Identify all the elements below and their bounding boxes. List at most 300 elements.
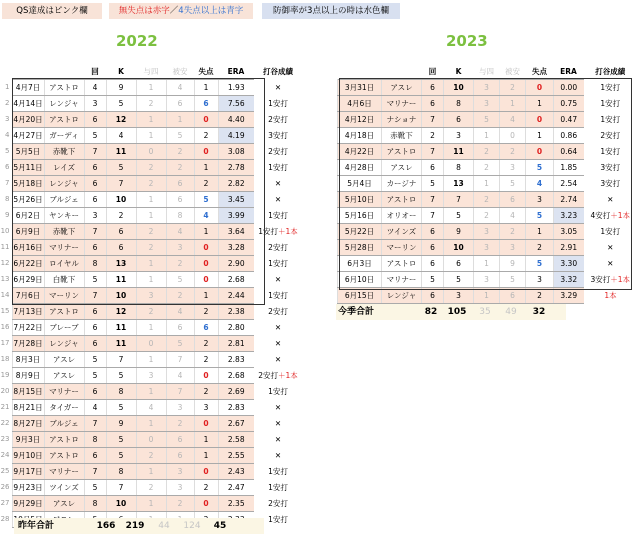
hits-allowed: 1 bbox=[500, 96, 526, 112]
innings-pitched: 5 bbox=[84, 352, 106, 368]
batting-result bbox=[254, 384, 302, 400]
opponent: アストロ bbox=[382, 192, 422, 208]
hits-allowed: 3 bbox=[166, 464, 194, 480]
hits-allowed: 2 bbox=[166, 144, 194, 160]
opponent: アストロ bbox=[44, 448, 84, 464]
hits-allowed: 6 bbox=[166, 432, 194, 448]
era-value: 2.44 bbox=[218, 288, 254, 304]
runs-allowed: 0 bbox=[194, 240, 218, 256]
table-row bbox=[0, 192, 320, 208]
strikeouts: 13 bbox=[444, 176, 474, 192]
batting-hits: 2安打 bbox=[258, 371, 278, 380]
table-row bbox=[0, 432, 320, 448]
row-number: 27 bbox=[0, 499, 10, 507]
spacer-cell bbox=[302, 416, 320, 432]
table-row bbox=[338, 128, 638, 144]
spacer-cell bbox=[302, 240, 320, 256]
game-date: 6月2日 bbox=[12, 208, 44, 224]
game-date: 6月29日 bbox=[12, 272, 44, 288]
runs-allowed: 5 bbox=[526, 256, 554, 272]
hits-allowed: 4 bbox=[166, 304, 194, 320]
hits-allowed: 7 bbox=[166, 384, 194, 400]
table-row bbox=[0, 304, 320, 320]
innings-pitched: 7 bbox=[422, 192, 444, 208]
game-date: 9月3日 bbox=[12, 432, 44, 448]
runs-allowed: 2 bbox=[526, 240, 554, 256]
opponent: ツインズ bbox=[382, 224, 422, 240]
table-row bbox=[0, 416, 320, 432]
innings-pitched: 7 bbox=[422, 112, 444, 128]
hits-allowed: 1 bbox=[166, 112, 194, 128]
row-number: 13 bbox=[0, 275, 10, 283]
home-run-count: ＋1本 bbox=[278, 227, 298, 236]
hits-allowed: 3 bbox=[166, 480, 194, 496]
legend-era: 防御率が3点以上の時は水色欄 bbox=[262, 3, 400, 19]
game-date: 7月28日 bbox=[12, 336, 44, 352]
walks: 2 bbox=[136, 448, 166, 464]
legend-runs-blue: 4失点以上は青字 bbox=[178, 6, 244, 16]
game-date: 5月22日 bbox=[338, 224, 382, 240]
walks: 2 bbox=[136, 304, 166, 320]
walks: 1 bbox=[136, 80, 166, 96]
game-date: 4月18日 bbox=[338, 128, 382, 144]
era-value: 2.82 bbox=[218, 176, 254, 192]
header-era: ERA bbox=[560, 67, 577, 76]
strikeouts: 6 bbox=[444, 256, 474, 272]
runs-allowed: 3 bbox=[526, 272, 554, 288]
era-value: 0.00 bbox=[554, 80, 584, 96]
game-date: 5月28日 bbox=[338, 240, 382, 256]
opponent: マリナー bbox=[44, 240, 84, 256]
walks: 3 bbox=[474, 80, 500, 96]
runs-allowed: 1 bbox=[526, 224, 554, 240]
walks: 2 bbox=[136, 480, 166, 496]
table-row bbox=[338, 192, 638, 208]
opponent: アスレ bbox=[382, 80, 422, 96]
opponent: 赤靴下 bbox=[382, 128, 422, 144]
innings-pitched: 5 bbox=[84, 480, 106, 496]
game-date: 6月3日 bbox=[338, 256, 382, 272]
row-number: 7 bbox=[5, 179, 10, 187]
walks: 0 bbox=[136, 144, 166, 160]
innings-pitched: 6 bbox=[84, 320, 106, 336]
hits-allowed: 5 bbox=[166, 336, 194, 352]
runs-allowed: 1 bbox=[194, 80, 218, 96]
game-date: 5月4日 bbox=[338, 176, 382, 192]
batting-hits: ✕ bbox=[274, 83, 282, 92]
strikeouts: 12 bbox=[106, 304, 136, 320]
batting-hits: 2安打 bbox=[268, 147, 288, 156]
innings-pitched: 5 bbox=[422, 272, 444, 288]
innings-pitched: 3 bbox=[84, 208, 106, 224]
era-value: 2.54 bbox=[554, 176, 584, 192]
table-row bbox=[0, 320, 320, 336]
era-value: 3.64 bbox=[218, 224, 254, 240]
spacer-cell bbox=[302, 464, 320, 480]
spacer-cell bbox=[302, 128, 320, 144]
header-bb: 与四 bbox=[479, 67, 494, 76]
runs-allowed: 2 bbox=[194, 352, 218, 368]
batting-result bbox=[254, 160, 302, 176]
walks: 1 bbox=[136, 464, 166, 480]
table-row bbox=[0, 160, 320, 176]
table-row bbox=[338, 256, 638, 272]
hits-allowed: 5 bbox=[166, 128, 194, 144]
total-label: 昨年合計 bbox=[18, 521, 55, 531]
opponent: レイズ bbox=[44, 160, 84, 176]
table-row bbox=[0, 256, 320, 272]
hits-allowed: 4 bbox=[500, 208, 526, 224]
spacer-cell bbox=[302, 288, 320, 304]
header-r: 失点 bbox=[532, 67, 547, 76]
hits-allowed: 9 bbox=[500, 256, 526, 272]
game-date: 4月22日 bbox=[338, 144, 382, 160]
batting-hits: 1安打 bbox=[258, 227, 278, 236]
era-value: 2.38 bbox=[218, 304, 254, 320]
strikeouts: 10 bbox=[444, 80, 474, 96]
innings-pitched: 6 bbox=[422, 224, 444, 240]
batting-hits: 3安打 bbox=[268, 131, 288, 140]
strikeouts: 11 bbox=[106, 272, 136, 288]
batting-result bbox=[584, 80, 638, 96]
strikeouts: 8 bbox=[106, 464, 136, 480]
opponent: アストロ bbox=[44, 80, 84, 96]
hits-allowed: 4 bbox=[500, 112, 526, 128]
row-number: 20 bbox=[0, 387, 10, 395]
strikeouts: 8 bbox=[444, 96, 474, 112]
walks: 2 bbox=[136, 176, 166, 192]
era-value: 3.05 bbox=[554, 224, 584, 240]
game-date: 5月11日 bbox=[12, 160, 44, 176]
runs-allowed: 1 bbox=[526, 128, 554, 144]
row-number: 3 bbox=[5, 115, 10, 123]
walks: 1 bbox=[474, 288, 500, 304]
game-date: 4月27日 bbox=[12, 128, 44, 144]
game-date: 9月23日 bbox=[12, 480, 44, 496]
spacer-cell bbox=[302, 480, 320, 496]
row-number: 25 bbox=[0, 467, 10, 475]
strikeouts: 11 bbox=[106, 336, 136, 352]
opponent: ブルジェ bbox=[44, 192, 84, 208]
opponent: ブルジェ bbox=[44, 416, 84, 432]
innings-pitched: 6 bbox=[84, 448, 106, 464]
runs-allowed: 1 bbox=[526, 96, 554, 112]
table-row bbox=[0, 96, 320, 112]
hits-allowed: 4 bbox=[166, 224, 194, 240]
legend-runs bbox=[109, 3, 253, 19]
innings-pitched: 6 bbox=[422, 96, 444, 112]
runs-allowed: 2 bbox=[194, 336, 218, 352]
batting-hits: 1安打 bbox=[268, 291, 288, 300]
hits-allowed: 6 bbox=[166, 448, 194, 464]
era-value: 4.40 bbox=[218, 112, 254, 128]
opponent: アストロ bbox=[44, 304, 84, 320]
batting-hits: 1安打 bbox=[268, 467, 288, 476]
strikeouts: 7 bbox=[106, 352, 136, 368]
hits-allowed: 2 bbox=[166, 256, 194, 272]
walks: 4 bbox=[136, 400, 166, 416]
game-date: 8月15日 bbox=[12, 384, 44, 400]
total-h: 124 bbox=[183, 521, 201, 531]
table-row bbox=[0, 240, 320, 256]
opponent: 赤靴下 bbox=[44, 224, 84, 240]
row-number: 2 bbox=[5, 99, 10, 107]
innings-pitched: 7 bbox=[422, 144, 444, 160]
batting-hits: 1安打 bbox=[268, 163, 288, 172]
batting-hits: 1安打 bbox=[600, 83, 621, 92]
innings-pitched: 8 bbox=[84, 432, 106, 448]
batting-hits: ✕ bbox=[274, 451, 282, 460]
walks: 1 bbox=[136, 256, 166, 272]
opponent: オリオー bbox=[382, 208, 422, 224]
spacer-cell bbox=[302, 400, 320, 416]
opponent: マリナー bbox=[44, 464, 84, 480]
batting-result bbox=[254, 240, 302, 256]
innings-pitched: 4 bbox=[84, 400, 106, 416]
innings-pitched: 5 bbox=[84, 368, 106, 384]
row-number: 16 bbox=[0, 323, 10, 331]
walks: 1 bbox=[136, 112, 166, 128]
batting-result bbox=[254, 368, 302, 384]
hits-allowed: 3 bbox=[500, 160, 526, 176]
era-value: 3.45 bbox=[218, 192, 254, 208]
batting-result bbox=[584, 288, 638, 304]
strikeouts: 11 bbox=[106, 320, 136, 336]
walks: 3 bbox=[474, 240, 500, 256]
hits-allowed: 7 bbox=[166, 352, 194, 368]
row-number: 24 bbox=[0, 451, 10, 459]
opponent: タイガー bbox=[44, 400, 84, 416]
hits-allowed: 5 bbox=[500, 176, 526, 192]
strikeouts: 10 bbox=[106, 192, 136, 208]
innings-pitched: 5 bbox=[422, 176, 444, 192]
strikeouts: 7 bbox=[444, 192, 474, 208]
strikeouts: 6 bbox=[106, 224, 136, 240]
table-row bbox=[0, 128, 320, 144]
runs-allowed: 3 bbox=[526, 192, 554, 208]
runs-allowed: 1 bbox=[194, 160, 218, 176]
walks: 3 bbox=[136, 368, 166, 384]
walks: 3 bbox=[474, 96, 500, 112]
strikeouts: 9 bbox=[106, 416, 136, 432]
total-r: 32 bbox=[532, 307, 546, 317]
total-bb: 35 bbox=[479, 307, 491, 317]
strikeouts: 10 bbox=[444, 240, 474, 256]
batting-result bbox=[254, 480, 302, 496]
runs-allowed: 2 bbox=[194, 480, 218, 496]
era-value: 2.90 bbox=[218, 256, 254, 272]
walks: 2 bbox=[136, 160, 166, 176]
innings-pitched: 6 bbox=[84, 160, 106, 176]
walks: 2 bbox=[136, 96, 166, 112]
batting-result bbox=[254, 464, 302, 480]
batting-hits: ✕ bbox=[274, 275, 282, 284]
opponent: ヤンキー bbox=[44, 208, 84, 224]
walks: 2 bbox=[136, 240, 166, 256]
strikeouts: 3 bbox=[444, 288, 474, 304]
header-k: K bbox=[455, 67, 462, 76]
batting-hits: 3安打 bbox=[590, 275, 611, 284]
batting-result bbox=[584, 256, 638, 272]
row-number: 23 bbox=[0, 435, 10, 443]
total-label: 今季合計 bbox=[338, 307, 375, 317]
innings-pitched: 6 bbox=[84, 240, 106, 256]
era-value: 1.93 bbox=[218, 80, 254, 96]
hits-allowed: 0 bbox=[500, 128, 526, 144]
strikeouts: 7 bbox=[106, 176, 136, 192]
spacer-cell bbox=[302, 272, 320, 288]
batting-hits: ✕ bbox=[274, 403, 282, 412]
game-date: 8月21日 bbox=[12, 400, 44, 416]
era-value: 2.55 bbox=[218, 448, 254, 464]
batting-result bbox=[254, 192, 302, 208]
batting-result bbox=[584, 128, 638, 144]
batting-hits: ✕ bbox=[274, 323, 282, 332]
walks: 1 bbox=[474, 176, 500, 192]
innings-pitched: 2 bbox=[422, 128, 444, 144]
strikeouts: 3 bbox=[444, 128, 474, 144]
batting-hits: ✕ bbox=[274, 339, 282, 348]
runs-allowed: 6 bbox=[194, 96, 218, 112]
table-row bbox=[338, 96, 638, 112]
era-value: 0.47 bbox=[554, 112, 584, 128]
opponent: アスレ bbox=[44, 496, 84, 512]
runs-allowed: 1 bbox=[194, 448, 218, 464]
spacer-cell bbox=[302, 368, 320, 384]
era-value: 1.85 bbox=[554, 160, 584, 176]
runs-allowed: 0 bbox=[526, 144, 554, 160]
game-date: 7月13日 bbox=[12, 304, 44, 320]
batting-hits: ✕ bbox=[274, 195, 282, 204]
hits-allowed: 6 bbox=[166, 176, 194, 192]
batting-result bbox=[254, 96, 302, 112]
hits-allowed: 2 bbox=[166, 288, 194, 304]
walks: 0 bbox=[136, 336, 166, 352]
table-row bbox=[0, 480, 320, 496]
batting-hits: ✕ bbox=[607, 195, 614, 204]
runs-allowed: 1 bbox=[194, 224, 218, 240]
strikeouts: 5 bbox=[106, 96, 136, 112]
walks: 1 bbox=[136, 320, 166, 336]
game-date: 6月10日 bbox=[338, 272, 382, 288]
era-value: 3.30 bbox=[554, 256, 584, 272]
opponent: レンジャ bbox=[44, 336, 84, 352]
opponent: アストロ bbox=[382, 144, 422, 160]
table-row bbox=[0, 352, 320, 368]
batting-result bbox=[254, 352, 302, 368]
runs-allowed: 5 bbox=[194, 192, 218, 208]
batting-result bbox=[254, 320, 302, 336]
table-row bbox=[338, 80, 638, 96]
row-number: 6 bbox=[5, 163, 10, 171]
innings-pitched: 6 bbox=[84, 336, 106, 352]
spacer-cell bbox=[302, 512, 320, 528]
batting-result bbox=[254, 416, 302, 432]
walks: 1 bbox=[136, 192, 166, 208]
table-row bbox=[0, 176, 320, 192]
hits-allowed: 5 bbox=[166, 272, 194, 288]
table-row bbox=[338, 160, 638, 176]
game-date: 5月18日 bbox=[12, 176, 44, 192]
opponent: マーリン bbox=[44, 288, 84, 304]
era-value: 2.68 bbox=[218, 272, 254, 288]
row-number: 17 bbox=[0, 339, 10, 347]
opponent: アストロ bbox=[382, 256, 422, 272]
batting-hits: 1安打 bbox=[600, 227, 621, 236]
innings-pitched: 7 bbox=[84, 288, 106, 304]
row-number: 14 bbox=[0, 291, 10, 299]
hits-allowed: 6 bbox=[500, 288, 526, 304]
innings-pitched: 8 bbox=[84, 256, 106, 272]
hits-allowed: 3 bbox=[166, 400, 194, 416]
walks: 1 bbox=[136, 272, 166, 288]
runs-allowed: 0 bbox=[526, 112, 554, 128]
batting-hits: 2安打 bbox=[268, 307, 288, 316]
strikeouts: 8 bbox=[106, 384, 136, 400]
total-2023 bbox=[336, 304, 566, 320]
runs-allowed: 0 bbox=[526, 80, 554, 96]
opponent: ロイヤル bbox=[44, 256, 84, 272]
runs-allowed: 2 bbox=[526, 288, 554, 304]
spacer-cell bbox=[302, 144, 320, 160]
batting-result bbox=[254, 80, 302, 96]
table-row bbox=[0, 224, 320, 240]
row-number: 21 bbox=[0, 403, 10, 411]
strikeouts: 5 bbox=[106, 448, 136, 464]
era-value: 2.83 bbox=[218, 352, 254, 368]
table-row bbox=[338, 144, 638, 160]
spacer-cell bbox=[302, 224, 320, 240]
innings-pitched: 8 bbox=[84, 496, 106, 512]
walks: 2 bbox=[136, 224, 166, 240]
row-number: 10 bbox=[0, 227, 10, 235]
hits-allowed: 2 bbox=[166, 416, 194, 432]
home-run-count: 1本 bbox=[604, 291, 617, 300]
game-date: 9月17日 bbox=[12, 464, 44, 480]
runs-allowed: 0 bbox=[194, 112, 218, 128]
walks: 1 bbox=[136, 416, 166, 432]
strikeouts: 8 bbox=[444, 160, 474, 176]
row-number: 11 bbox=[0, 243, 10, 251]
header-k: K bbox=[118, 67, 124, 76]
era-value: 2.67 bbox=[218, 416, 254, 432]
table-row bbox=[0, 208, 320, 224]
walks: 3 bbox=[474, 224, 500, 240]
batting-hits: 2安打 bbox=[268, 115, 288, 124]
batting-hits: 1安打 bbox=[268, 387, 288, 396]
batting-result bbox=[254, 448, 302, 464]
game-date: 8月27日 bbox=[12, 416, 44, 432]
innings-pitched: 7 bbox=[422, 208, 444, 224]
runs-allowed: 5 bbox=[526, 160, 554, 176]
runs-allowed: 4 bbox=[194, 208, 218, 224]
runs-allowed: 0 bbox=[194, 144, 218, 160]
game-date: 5月16日 bbox=[338, 208, 382, 224]
innings-pitched: 3 bbox=[84, 96, 106, 112]
batting-result bbox=[254, 272, 302, 288]
spacer-cell bbox=[302, 448, 320, 464]
strikeouts: 7 bbox=[106, 480, 136, 496]
batting-result bbox=[254, 400, 302, 416]
header-row-2022 bbox=[0, 64, 320, 80]
game-date: 6月15日 bbox=[338, 288, 382, 304]
table-row bbox=[0, 368, 320, 384]
total-2022 bbox=[14, 518, 264, 534]
batting-hits: 3安打 bbox=[600, 163, 621, 172]
strikeouts: 5 bbox=[106, 160, 136, 176]
strikeouts: 2 bbox=[106, 208, 136, 224]
table-row bbox=[0, 384, 320, 400]
